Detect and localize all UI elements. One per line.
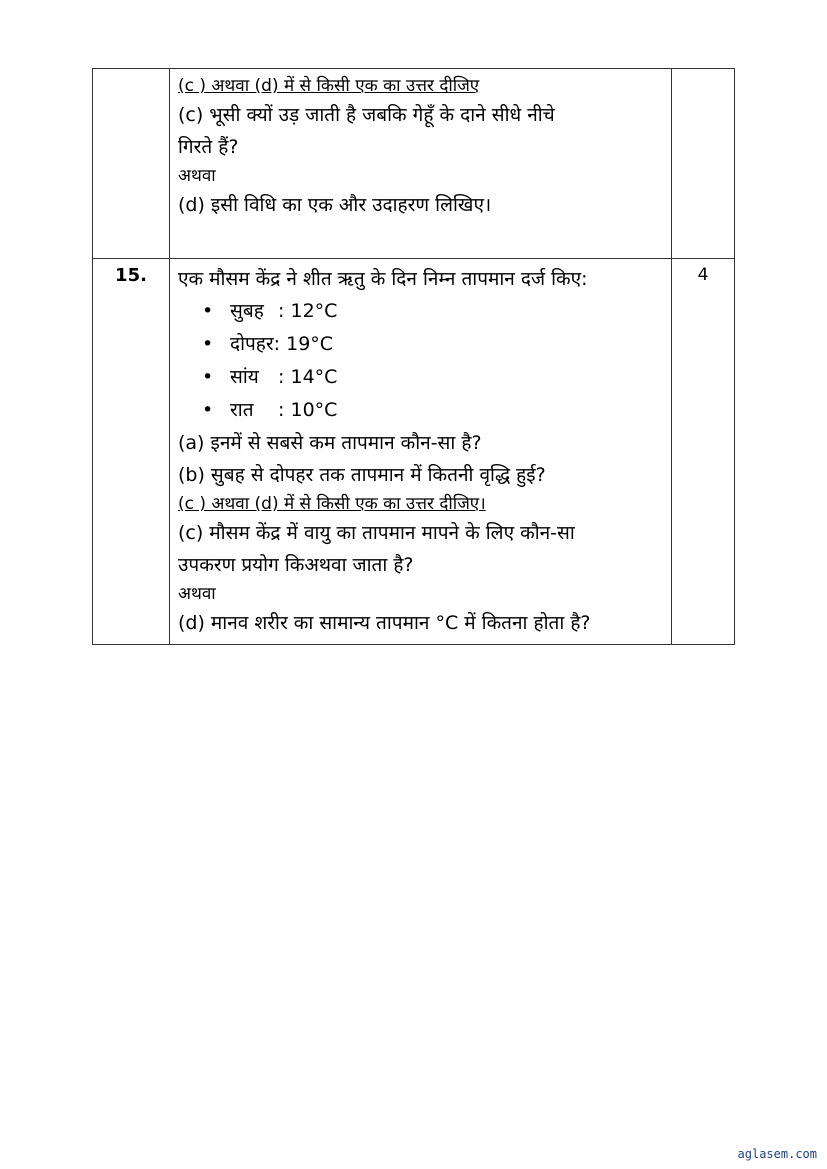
list-item [202,328,663,361]
obs-label: सांय [230,366,259,388]
list-item [202,295,663,328]
marks-cell [672,69,735,259]
question-row-14-continued [93,69,735,259]
question-number-cell [93,259,170,645]
obs-label: रात [230,399,254,421]
question-a: (a) इनमें से सबसे कम तापमान कौन-सा है? [178,432,482,454]
question-c-line-2: उपकरण प्रयोग किअथवा जाता है? [178,554,414,576]
question-content-cell [170,259,672,645]
obs-value: 19°C [286,333,334,355]
question-number-cell [93,69,170,259]
or-label: अथवा [178,166,216,186]
obs-label: दोपहर: [230,333,281,355]
question-b: (b) सुबह से दोपहर तक तापमान में कितनी वृद्धि हुई? [178,464,546,486]
question-d: (d) इसी विधि का एक और उदाहरण लिखिए। [178,194,492,216]
obs-label: सुबह [230,300,264,322]
obs-value: : 10°C [278,399,338,421]
question-c-line-1: (c) भूसी क्यों उड़ जाती है जबकि गेहूँ के दाने सीधे नीचे [178,104,555,126]
question-c-line-1: (c) मौसम केंद्र में वायु का तापमान मापने के लिए कौन-सा [178,522,575,544]
marks-value [672,69,734,75]
question-d: (d) मानव शरीर का सामान्य तापमान °C में कितना होता है? [178,612,591,634]
marks-cell [672,259,735,645]
or-label: अथवा [178,584,216,604]
obs-value: : 12°C [278,300,338,322]
question-content-cell [170,69,672,259]
question-number: 15. [115,265,147,286]
choice-heading: (c ) अथवा (d) में से किसी एक का उत्तर दीजिए। [178,494,486,514]
question-table [92,68,735,645]
marks-value: 4 [697,265,709,285]
question-c-line-2: गिरते हैं? [178,136,239,158]
choice-heading: (c ) अथवा (d) में से किसी एक का उत्तर दीजिए [178,76,480,96]
list-item [202,394,663,427]
question-intro: एक मौसम केंद्र ने शीत ऋतु के दिन निम्न तापमान दर्ज किए: [178,268,588,290]
obs-value: : 14°C [278,366,338,388]
question-number [93,69,169,75]
temperature-list [178,295,663,427]
question-row-15 [93,259,735,645]
footer-watermark: aglasem.com [737,1147,817,1161]
list-item [202,361,663,394]
